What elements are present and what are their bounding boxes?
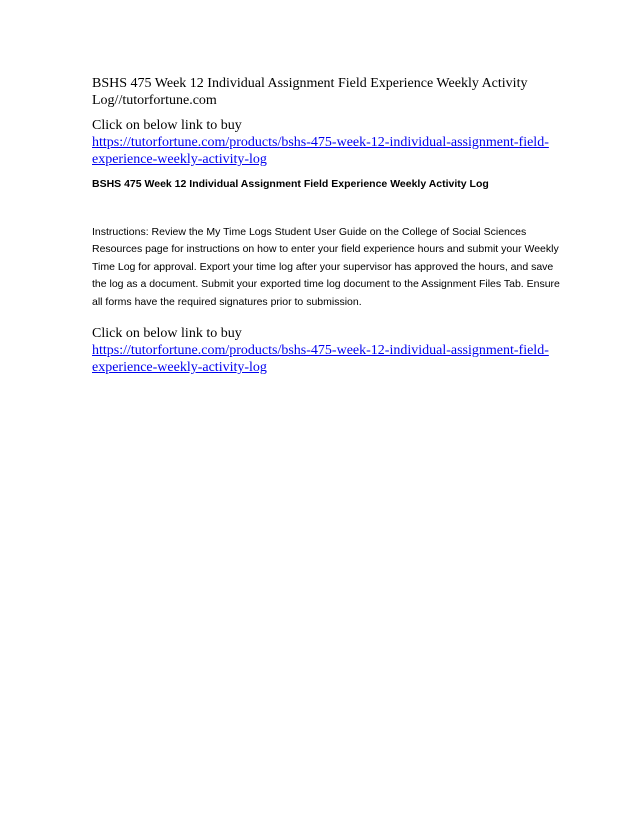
product-link-bottom[interactable]: https://tutorfortune.com/products/bshs-475-week-12-individual-assignment-field-experience-weekly-activity-log [92,343,549,375]
assignment-subtitle: BSHS 475 Week 12 Individual Assignment Field Experience Weekly Activity Log [92,178,489,190]
buy-section-top [92,117,552,168]
instructions-paragraph: Instructions: Review the My Time Logs Student User Guide on the College of Social Sciences Resources page for instructions on how to enter your field experience hours and submit your Weekly Time Log for approval. Export your time log after your supervisor has approved the hours, and save the log as a document. Submit your exported time log document to the Assignment Files Tab. Ensure all forms have the required signatures prior to submission. [92,226,560,308]
buy-label: Click on below link to buy [92,326,242,341]
buy-label: Click on below link to buy [92,118,242,133]
document-title: BSHS 475 Week 12 Individual Assignment Field Experience Weekly Activity Log//tutorfortune.com [92,76,528,108]
buy-section-bottom [92,325,552,376]
product-link-top[interactable]: https://tutorfortune.com/products/bshs-475-week-12-individual-assignment-field-experience-weekly-activity-log [92,135,549,167]
